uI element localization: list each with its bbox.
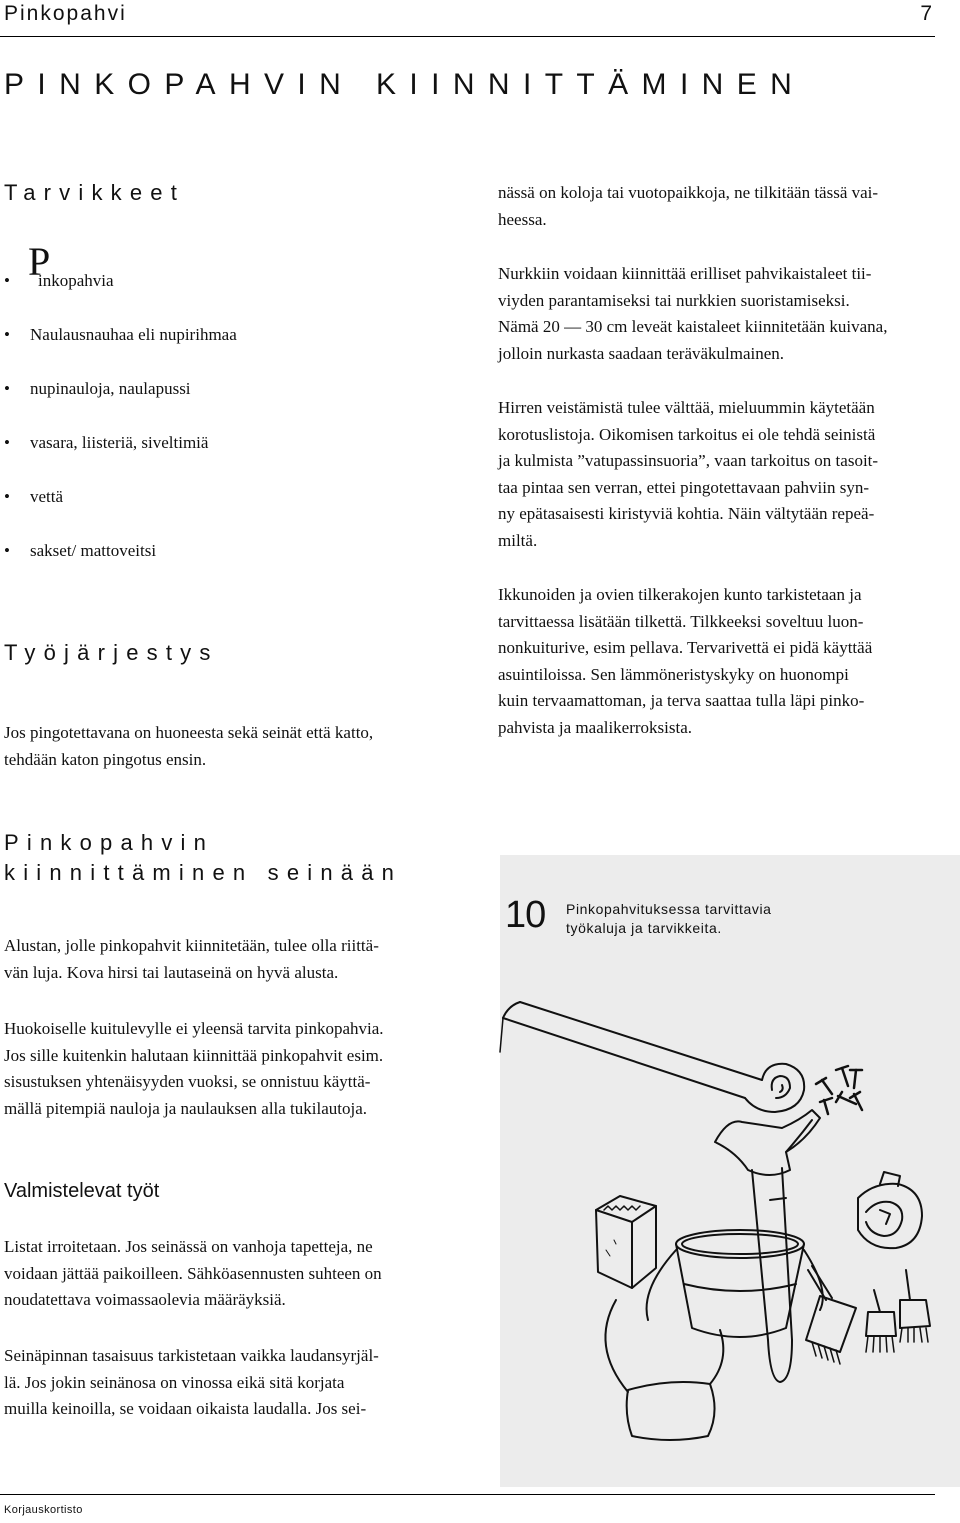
sponge-icon: [605, 1300, 723, 1440]
footer-text: Korjauskortisto: [4, 1504, 83, 1516]
section-heading-line1: Pinkopahvin: [4, 830, 215, 855]
section3-paragraph2: Seinäpinnan tasaisuus tarkistetaan vaikka laudansyrjäl- lä. Jos jokin seinänosa on vinossa eikä sitä korjata muilla keinoilla, se voidaan oikaista laudalla. Jos sei-: [4, 1346, 379, 1418]
list-item: • vasara, liisteriä, siveltimiä: [4, 433, 209, 452]
section2-paragraph1: Alustan, jolle pinkopahvit kiinnitetään, tulee olla riittä- vän luja. Kova hirsi tai lautaseinä on hyvä alusta.: [4, 936, 379, 982]
paragraph: Ikkunoiden ja ovien tilkerakojen kunto tarkistetaan ja tarvittaessa lisätään tilkettä. Tilkkeeksi soveltuu luon- nonkuiturive, esim pellava. Tervarivettä ei pidä käyttää asuintiloissa. Sen lämmöneristyskyky on huonompi kuin tervaamattoman, ja terva saattaa tulla läpi pinko- pahvista ja maalikerroksista.: [498, 585, 873, 737]
page-number: 7: [920, 2, 932, 25]
list-item: • Naulausnauhaa eli nupirihmaa: [4, 325, 237, 344]
list-item: • P inkopahvia: [4, 239, 114, 290]
paper-roll-icon: [500, 1002, 804, 1112]
paragraph: Nurkkiin voidaan kiinnittää erilliset pahvikaistaleet tii- viyden parantamiseksi tai nurkkien suoristamiseksi. Nämä 20 — 30 cm leveät kaistaleet kiinnitetään kuivana, jolloin nurkasta saadaan teräväkulmainen.: [498, 264, 888, 363]
tarvikkeet-heading: Tarvikkeet: [4, 180, 186, 205]
tyojarjestys-heading: Työjärjestys: [4, 640, 219, 665]
running-title: Pinkopahvi: [4, 2, 127, 25]
drop-cap: P: [28, 239, 51, 284]
bottom-rule: [0, 1494, 935, 1495]
brush-icon: [806, 1266, 930, 1364]
tape-measure-icon: [858, 1172, 922, 1248]
figure-number: 10: [505, 894, 546, 936]
section2-paragraph2: Huokoiselle kuitulevylle ei yleensä tarvita pinkopahvia. Jos sille kuitenkin halutaan kiinnittää pinkopahvit esim. sisustuksen yhtenäisyyden vuoksi, se onnistuu käyttä- mällä pitempiä nauloja ja naulauksen alla tukilautoja.: [4, 1019, 384, 1118]
list-item: • vettä: [4, 487, 64, 506]
nail-box-icon: [596, 1196, 656, 1288]
bucket-icon: [647, 1230, 823, 1337]
list-item: • sakset/ mattoveitsi: [4, 541, 157, 560]
page-title: PINKOPAHVIN KIINNITTÄMINEN: [4, 68, 806, 101]
list-item: • nupinauloja, naulapussi: [4, 379, 191, 398]
figure-caption: Pinkopahvituksessa tarvittavia työkaluja ja tarvikkeita.: [566, 901, 772, 936]
valmistelevat-heading: Valmistelevat työt: [4, 1180, 160, 1202]
section3-paragraph1: Listat irroitetaan. Jos seinässä on vanhoja tapetteja, ne voidaan jättää paikoilleen. Sähköasennusten suhteen on noudatettava voimassaolevia määräyksiä.: [4, 1237, 382, 1309]
tyojarjestys-paragraph: Jos pingotettavana on huoneesta sekä seinät että katto, tehdään katon pingotus ensin.: [4, 723, 374, 769]
nails-icon: [816, 1066, 862, 1114]
paragraph: nässä on koloja tai vuotopaikkoja, ne tilkitään tässä vai- heessa.: [498, 183, 879, 229]
section-heading-line2: kiinnittäminen seinään: [4, 860, 403, 885]
paragraph: Hirren veistämistä tulee välttää, mieluummin käytetään korotuslistoja. Oikomisen tarkoitus ei ole tehdä seinistä ja kulmista ”vatupassinsuoria”, vaan tarkoitus on tasoit- taa pintaa sen verran, ettei pingotettavaan pahviin syn- ny epätasaisesti kiristyviä kohtia. Näin vältytään repeä- miltä.: [498, 398, 879, 550]
